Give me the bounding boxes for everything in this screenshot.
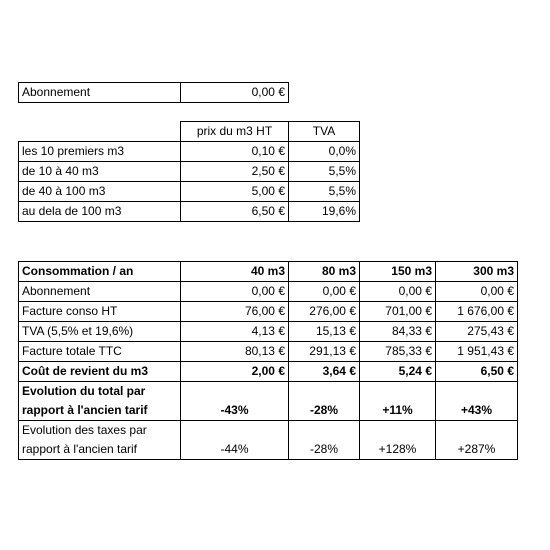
- table-row: [19, 282, 518, 302]
- cout-value: 5,24 €: [360, 362, 436, 382]
- cout-value: 6,50 €: [436, 362, 518, 382]
- consommation-header-col: 80 m3: [289, 262, 360, 282]
- abonnement-table: [18, 82, 289, 103]
- row-value: 0,00 €: [436, 282, 518, 302]
- cout-value: 3,64 €: [289, 362, 360, 382]
- table-row: [19, 142, 360, 162]
- tarif-label: de 40 à 100 m3: [19, 182, 181, 202]
- cout-row: [19, 362, 518, 382]
- row-value: 4,13 €: [181, 322, 289, 342]
- row-value: 80,13 €: [181, 342, 289, 362]
- tarifs-header-prix: prix du m3 HT: [181, 122, 289, 142]
- tarif-tva: 5,5%: [289, 182, 360, 202]
- row-value: 291,13 €: [289, 342, 360, 362]
- abonnement-label: Abonnement: [19, 83, 181, 103]
- row-label: TVA (5,5% et 19,6%): [19, 322, 181, 342]
- evol-total-row: [19, 382, 518, 421]
- evol-taxes-value: +128%: [360, 421, 436, 460]
- consommation-header-label: Consommation / an: [19, 262, 181, 282]
- row-label: Facture conso HT: [19, 302, 181, 322]
- tarif-label: au dela de 100 m3: [19, 202, 181, 222]
- cout-label: Coût de revient du m3: [19, 362, 181, 382]
- tarif-label: les 10 premiers m3: [19, 142, 181, 162]
- evol-total-value: -43%: [181, 382, 289, 421]
- consommation-header-col: 40 m3: [181, 262, 289, 282]
- row-label: Abonnement: [19, 282, 181, 302]
- row-label: Facture totale TTC: [19, 342, 181, 362]
- row-value: 0,00 €: [181, 282, 289, 302]
- abonnement-value: 0,00 €: [181, 83, 289, 103]
- evol-total-label: Evolution du total par rapport à l'ancien tarif: [19, 382, 181, 421]
- tarif-prix: 5,00 €: [181, 182, 289, 202]
- evol-taxes-row: [19, 421, 518, 460]
- row-value: 275,43 €: [436, 322, 518, 342]
- tarif-tva: 19,6%: [289, 202, 360, 222]
- evol-taxes-value: -28%: [289, 421, 360, 460]
- tarifs-header-tva: TVA: [289, 122, 360, 142]
- row-value: 76,00 €: [181, 302, 289, 322]
- row-value: 701,00 €: [360, 302, 436, 322]
- tarif-tva: 0,0%: [289, 142, 360, 162]
- tarifs-header-row: [19, 122, 360, 142]
- row-value: 1 676,00 €: [436, 302, 518, 322]
- consommation-header-row: [19, 262, 518, 282]
- evol-taxes-value: +287%: [436, 421, 518, 460]
- evol-total-value: +11%: [360, 382, 436, 421]
- tarifs-table: [18, 121, 360, 222]
- consommation-header-col: 150 m3: [360, 262, 436, 282]
- row-value: 276,00 €: [289, 302, 360, 322]
- row-value: 785,33 €: [360, 342, 436, 362]
- tarif-label: de 10 à 40 m3: [19, 162, 181, 182]
- table-row: [19, 202, 360, 222]
- consommation-header-col: 300 m3: [436, 262, 518, 282]
- tarif-tva: 5,5%: [289, 162, 360, 182]
- row-value: 15,13 €: [289, 322, 360, 342]
- tarif-prix: 6,50 €: [181, 202, 289, 222]
- row-value: 84,33 €: [360, 322, 436, 342]
- evol-total-value: -28%: [289, 382, 360, 421]
- tarifs-header-empty: [19, 122, 181, 142]
- row-value: 0,00 €: [289, 282, 360, 302]
- table-row: [19, 162, 360, 182]
- table-row: [19, 182, 360, 202]
- tarif-prix: 2,50 €: [181, 162, 289, 182]
- table-row: [19, 322, 518, 342]
- abonnement-row: [19, 83, 289, 103]
- evol-total-value: +43%: [436, 382, 518, 421]
- tarif-prix: 0,10 €: [181, 142, 289, 162]
- evol-taxes-value: -44%: [181, 421, 289, 460]
- table-row: [19, 302, 518, 322]
- consommation-table: [18, 261, 518, 460]
- row-value: 0,00 €: [360, 282, 436, 302]
- cout-value: 2,00 €: [181, 362, 289, 382]
- row-value: 1 951,43 €: [436, 342, 518, 362]
- table-row: [19, 342, 518, 362]
- evol-taxes-label: Evolution des taxes par rapport à l'ancien tarif: [19, 421, 181, 460]
